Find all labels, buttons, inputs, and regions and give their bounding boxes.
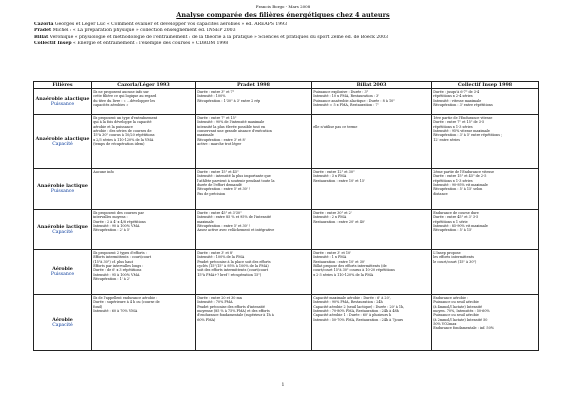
cell-line: fond) [93,304,103,309]
table-cell [432,295,539,351]
cell-line: Durée : entre 3" et 7" [197,89,235,94]
filiere-subtype: Capacité [52,229,73,235]
cell-line: Puissance explosive : Durée : 3" [313,89,369,94]
cell-line: qui à la fois développe la capacité [93,120,152,125]
cell-line: Durée : entre 12" et 30" [313,169,355,174]
cell-line: Récupération : entre 5' et 30' ! [197,223,251,228]
reference-author: Billat [34,34,49,40]
cell-line: Intensité : 90% PMA, Restauration : 24h [313,300,383,305]
cell-line: 15"à PMA+? bref ! récupération 15") [197,272,262,277]
cell-line: Ils proposent 2 types d'efforts : [93,250,147,255]
cell-line: moyenne (85 % à 75% PMA) et des efforts [197,308,270,313]
filiere-name: Anaérobie lactique [37,223,88,230]
cell-line: Récupération : 2' à 5' [93,228,130,233]
table-row [34,89,539,115]
cell-line: Intensité : 90 à 100% VMA [93,223,140,228]
cell-line: répétitions x 1-3 séries [433,124,473,129]
table-body [34,89,539,351]
filiere-name: Aérobie [52,266,73,272]
cell-line: Récupération : 5' à 15' selon [433,187,483,192]
cell-line: Durée : de 6' x 3 répétitions [93,268,142,273]
cell-line: répétitions x 2-4 séries [433,94,473,99]
cell-line: Intensité = 5 x PMA, Restauration : 7' [313,102,379,107]
cell-line: 1ère partie de l'Endurance vitesse [433,115,493,120]
cell-line: soit des efforts intermittents (court/court [197,268,269,273]
table-cell [312,169,432,210]
column-header: Cazorla/Léger 1993 [92,82,196,89]
reference-text: « Énergie et entraînement : l'exemple des courses » CDROM 1998 [71,41,229,47]
cell-line: Aucune info [93,169,114,174]
cell-line: Endurance de course dure [433,210,479,215]
cell-line: Intensité : 90% de l'intensité maximale [197,120,265,125]
cell-line: Intensité : 90-95% vit maximale [433,182,488,187]
cell-line: Durée : entre 3' et 10' [313,250,352,255]
cell-line: moyen. 70%, Intensités : 50-60% [433,308,490,313]
cell-line: distance [433,191,448,196]
cell-line: Endurance aérobie : [433,295,469,300]
cell-line: aérobie et la puissance [93,124,133,129]
cell-line: conservant une grande aisance d'exécution [197,128,272,133]
table-cell [432,250,539,295]
cell-line: Intensité : 2 x PMA [313,215,347,220]
cell-line: Intensité : 50-70% PMA, Restauration : 24h à 7jours [313,317,404,322]
cell-line: 2ème partie de l'Endurance vitesse [433,169,494,174]
cell-line: Durée : entre 20 et 30 mn [197,295,242,300]
table-cell [196,115,312,169]
filiere-subtype: Capacité [52,141,73,147]
cell-line: (à 4mmol/l lactate) Intensité [433,304,483,309]
filiere-name: Anaérobie lactique [37,183,88,189]
table-row [34,115,539,169]
filiere-cell [34,210,92,250]
cell-line: Durée : entre 7" et 15" de 3-5 [433,120,485,125]
cell-line: (temps de récupération idem) [93,142,145,146]
cell-line: aérobie : des séries de courses de [93,128,152,133]
table-cell [312,89,432,115]
filiere-cell [34,89,92,115]
cell-line: Durée : supérieure à 4 h ou (course de [93,300,160,305]
cell-line: Récupération : 5' à 15' [433,228,473,233]
filiere-subtype: Puissance [50,272,75,278]
comparison-table [33,81,539,351]
table-cell [432,115,539,169]
filiere-cell [34,115,92,169]
reference-text: Georges et Léger Luc « Comment évaluer et développer vos capacités aérobies » ed. AREAPS 1993 [53,22,288,27]
table-cell [312,295,432,351]
cell-line: (à 2mmol/l lactate) Intensité 50 [433,317,488,322]
table-cell [312,250,432,295]
cell-line: Capacité aérobie 2 (seuil lactique) : Durée : 20' à 1h, [313,304,405,309]
cell-line: Puissance ou seuil aérobie [433,300,479,305]
cell-line: Durée : entre 7" et 15" [197,115,237,120]
cell-line: Pradet préconise des efforts d'intensité [197,304,265,309]
cell-line: Durée : entre 15" et 45" [197,169,239,174]
table-cell [92,210,196,250]
table-cell [92,115,196,169]
filiere-subtype: Puissance [50,101,75,107]
cell-line: Intensité : 85-90% vit maximale [433,223,488,228]
cell-line: répétitions x 1-3 séries [433,178,473,183]
cell-line: 12' entre séries [433,137,460,142]
filiere-subtype: Capacité [52,322,73,328]
cell-line: le court/court (15" à 30") [433,259,477,264]
cell-line: les efforts intermittents [433,255,474,260]
cell-line: Récupération : 3' à 5' entre répétitions ; [433,133,503,138]
cell-line: Puissance ou seuil aérobie [433,313,479,318]
filiere-subtype: Puissance [50,189,75,195]
cell-line: x 2-3 séries à 110-120% de la PMA [313,272,374,277]
cell-line: 60% PMA) [197,317,216,322]
cell-line: Endurance fondamentale : inf. 50% [433,326,494,331]
cell-line: Intensité : 60 à 70% VMA [93,308,138,313]
cell-line: Billat propose des efforts intermittents (de [313,263,387,268]
filiere-name: Aérobie [52,316,73,323]
cell-line: Durée : jusqu'à 6-7" de 3-4 [433,89,480,94]
cell-line: répétitions x 1 série [433,219,468,224]
cell-line: Intensité : 10 x PMA, Restauration : 3' [313,94,380,99]
cell-line: Puissance anaérobie alactique : Durée : 8 à 10" [313,98,395,103]
cell-line: Récupération : 1' à 2' [93,277,130,281]
cell-line: cyclés (15"/15" à 95% à 100% de la PMA) [197,263,269,268]
cell-line: Intensité : vitesse maximale [433,98,482,103]
cell-line: active : marche trot léger [197,142,242,146]
cell-line: L'Insep propose [433,250,461,255]
table-row [34,295,539,351]
reference-text: Michel : « La préparation physique » collection enseignement ed. INSEP 2003 [51,28,236,34]
cell-line: Récupération : entre 3' et 8' [197,137,246,142]
references-block [34,22,554,48]
cell-line: Intensité : 3 x PMA [313,174,347,179]
cell-line: Ils proposent un type d'entraînement [93,115,158,120]
cell-line: court/court 15"à 30" courus à 10-20 répétitions [313,268,395,273]
table-cell [432,210,539,250]
page-number: 1 [281,383,285,388]
table-row [34,250,539,295]
cell-line: (15"à 30") cf. plus haut [93,259,133,264]
table-cell [196,250,312,295]
table-cell [196,295,312,351]
cell-line: cette filière ce qui logique au regard [93,94,157,99]
column-header: Collectif Insep 1998 [432,82,539,89]
column-header: Billat 2003 [312,82,432,89]
table-cell [92,169,196,210]
reference-text: Véronique « physiologie et méthodologie de l'entraînement : de la théorie à la pratique » Sciences et pratiques du sport 2ème ed. de Boeck 2003 [48,34,389,40]
cell-line: Intensité : 1 x PMA [313,255,347,260]
cell-line: d'endurance fondamentale (supérieur à 1h à [197,313,274,318]
cell-line: Intensité : 95% vitesse maximale [433,128,490,133]
cell-line: Durée : entre 30" et 2' [313,210,352,215]
cell-line: Intensité : 95 à 100% VMA [93,272,140,277]
cell-line: x 2/3 séries à 110-120% de la VMA [93,137,154,142]
filiere-name: Anaérobie alactique [35,135,90,142]
cell-line: elle n'utilise pas ce terme [313,124,358,129]
cell-line: Pas de précision [197,191,226,196]
cell-line: Intensité : 70-80% PMA, Restauration : 24h à 48h [313,308,399,313]
cell-line: Durée : entre 3' et 8' [197,250,233,255]
cell-line: Capacité maximale aérobie : Durée : 6' à 20', [313,295,391,300]
document-title: Analyse comparée des filières énergétiques chez 4 auteurs [176,11,390,19]
cell-line: l'athlète parvient à soutenir pendant toute la [197,178,275,183]
cell-line: Restauration : entre 20' et 40' [313,219,365,224]
cell-line: 15"à 30" courus à 10/20 répétitions [93,133,155,138]
filiere-name: Anaérobie alactique [35,95,90,102]
reference-author: Pradet [34,28,52,34]
cell-line: Durée : 2 à 4' x 4/8 répétitions [93,219,146,224]
table-cell [92,250,196,295]
cell-line: intervalles moyens : [93,215,128,220]
filiere-cell [34,295,92,351]
table-cell [312,115,432,169]
cell-line: Efforts intermittents : court/court [93,255,152,260]
cell-line: Durée : entre 15" et 45" de 2-5 [433,174,487,179]
cell-line: Durée : entre 45" et 3' 3-5 [433,215,479,220]
cell-line: Assez active avec relâchement et intégrative [197,228,275,233]
cell-line: capacités aérobies » [93,102,129,107]
table-row [34,210,539,250]
cell-line: Restauration : entre 10' et 30' [313,259,365,264]
cell-line: durée de l'effort demandé [197,182,242,187]
reference-item [34,41,554,47]
cell-line: Ils ne proposent aucune info sur [93,89,149,94]
filiere-cell [34,169,92,210]
cell-line: Récupération : entre 5' et 30' ! [197,187,251,192]
reference-author: Collectif Insep [34,41,72,47]
cell-line: Ils proposent des courses par [93,210,144,215]
cell-line: Restauration : entre 10' et 15' [313,178,365,183]
cell-line: Capacité aérobie 1 : Durée : 60' à plusieurs h [313,313,392,318]
cell-line: Intensité : entre 85 % et 95% de l'intensité [197,215,272,220]
cell-line: Pradet préconise à la place soit des efforts [197,259,271,264]
cell-line: Récupération : 3' entre répétitions [433,102,493,107]
column-header: Pradet 1998 [196,82,312,89]
table-cell [92,295,196,351]
cell-line: Intensité : 100% de la PMA [197,255,245,260]
cell-line: Durée : entre 45" et 3'30" [197,210,242,215]
cell-line: Intensité : intensité la plus importante que [197,174,271,179]
table-row [34,169,539,210]
cell-line: Intensité : 70% PMA [197,300,233,305]
table-cell [196,89,312,115]
cell-line: 50% VO2max [433,322,457,326]
cell-line: maximale [197,219,214,224]
column-header: Filières [34,82,92,89]
author-line: Francis Borgo - Mars 2008 [255,4,311,9]
cell-line: Ils de l'appellent endurance aérobie : [93,295,158,300]
cell-line: Intensité : 100% [197,94,226,99]
cell-line: maximale [197,133,214,138]
table-cell [92,89,196,115]
reference-author: Cazorla [34,22,54,27]
table-cell [432,89,539,115]
filiere-cell [34,250,92,295]
cell-line: du titre du livre : « ...développer les [93,98,156,103]
table-cell [312,210,432,250]
cell-line: Efforts par intervalles longs : [93,263,144,268]
cell-line: Récupération : 1'30" à 3' entre 2 rép [197,98,261,103]
table-cell [196,169,312,210]
table-header-row [34,82,539,89]
cell-line: intensité la plus élevée possible tout en [197,124,266,129]
table-cell [432,169,539,210]
table-cell [196,210,312,250]
